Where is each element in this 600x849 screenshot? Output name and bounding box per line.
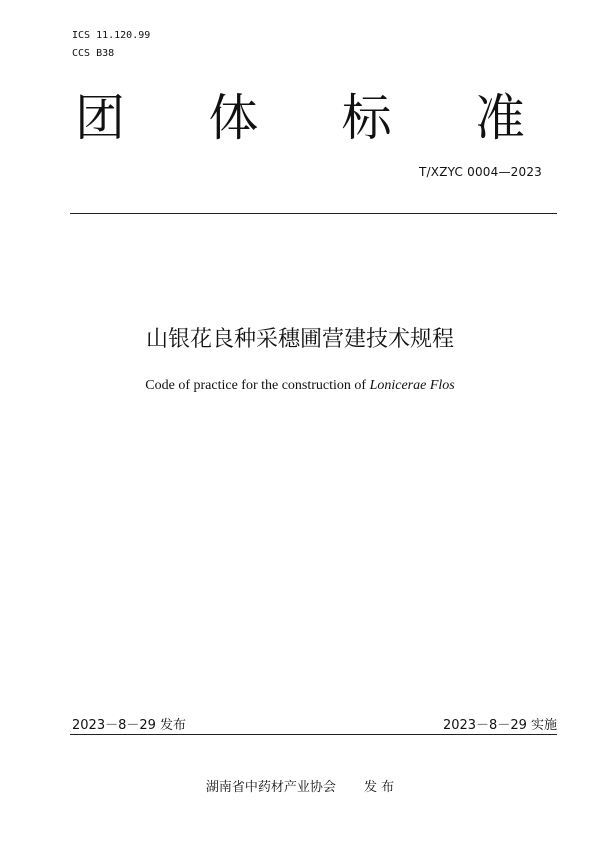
bottom-divider bbox=[70, 734, 557, 735]
ccs-code: CCS B38 bbox=[72, 48, 115, 59]
category-char-4: 准 bbox=[474, 89, 525, 147]
publisher-action: 发 布 bbox=[363, 780, 395, 795]
issue-date: 2023－8－29 发布 bbox=[72, 718, 187, 733]
category-char-3: 标 bbox=[341, 89, 392, 147]
publisher-name: 湖南省中药材产业协会 bbox=[205, 780, 336, 795]
publisher-line bbox=[0, 776, 600, 795]
english-title-italic: Lonicerae Flos bbox=[369, 378, 455, 393]
category-char-1: 团 bbox=[75, 89, 125, 147]
ics-code: ICS 11.120.99 bbox=[72, 30, 151, 41]
document-title-english bbox=[0, 378, 600, 394]
standard-number: T/XZYC 0004—2023 bbox=[419, 165, 542, 179]
implementation-date: 2023－8－29 实施 bbox=[442, 718, 557, 733]
document-title-chinese: 山银花良种采穗圃营建技术规程 bbox=[145, 327, 454, 352]
standard-category-title bbox=[70, 88, 530, 148]
english-title-text: Code of practice for the construction of bbox=[145, 378, 370, 393]
category-char-2: 体 bbox=[208, 89, 259, 147]
top-divider bbox=[70, 213, 557, 214]
